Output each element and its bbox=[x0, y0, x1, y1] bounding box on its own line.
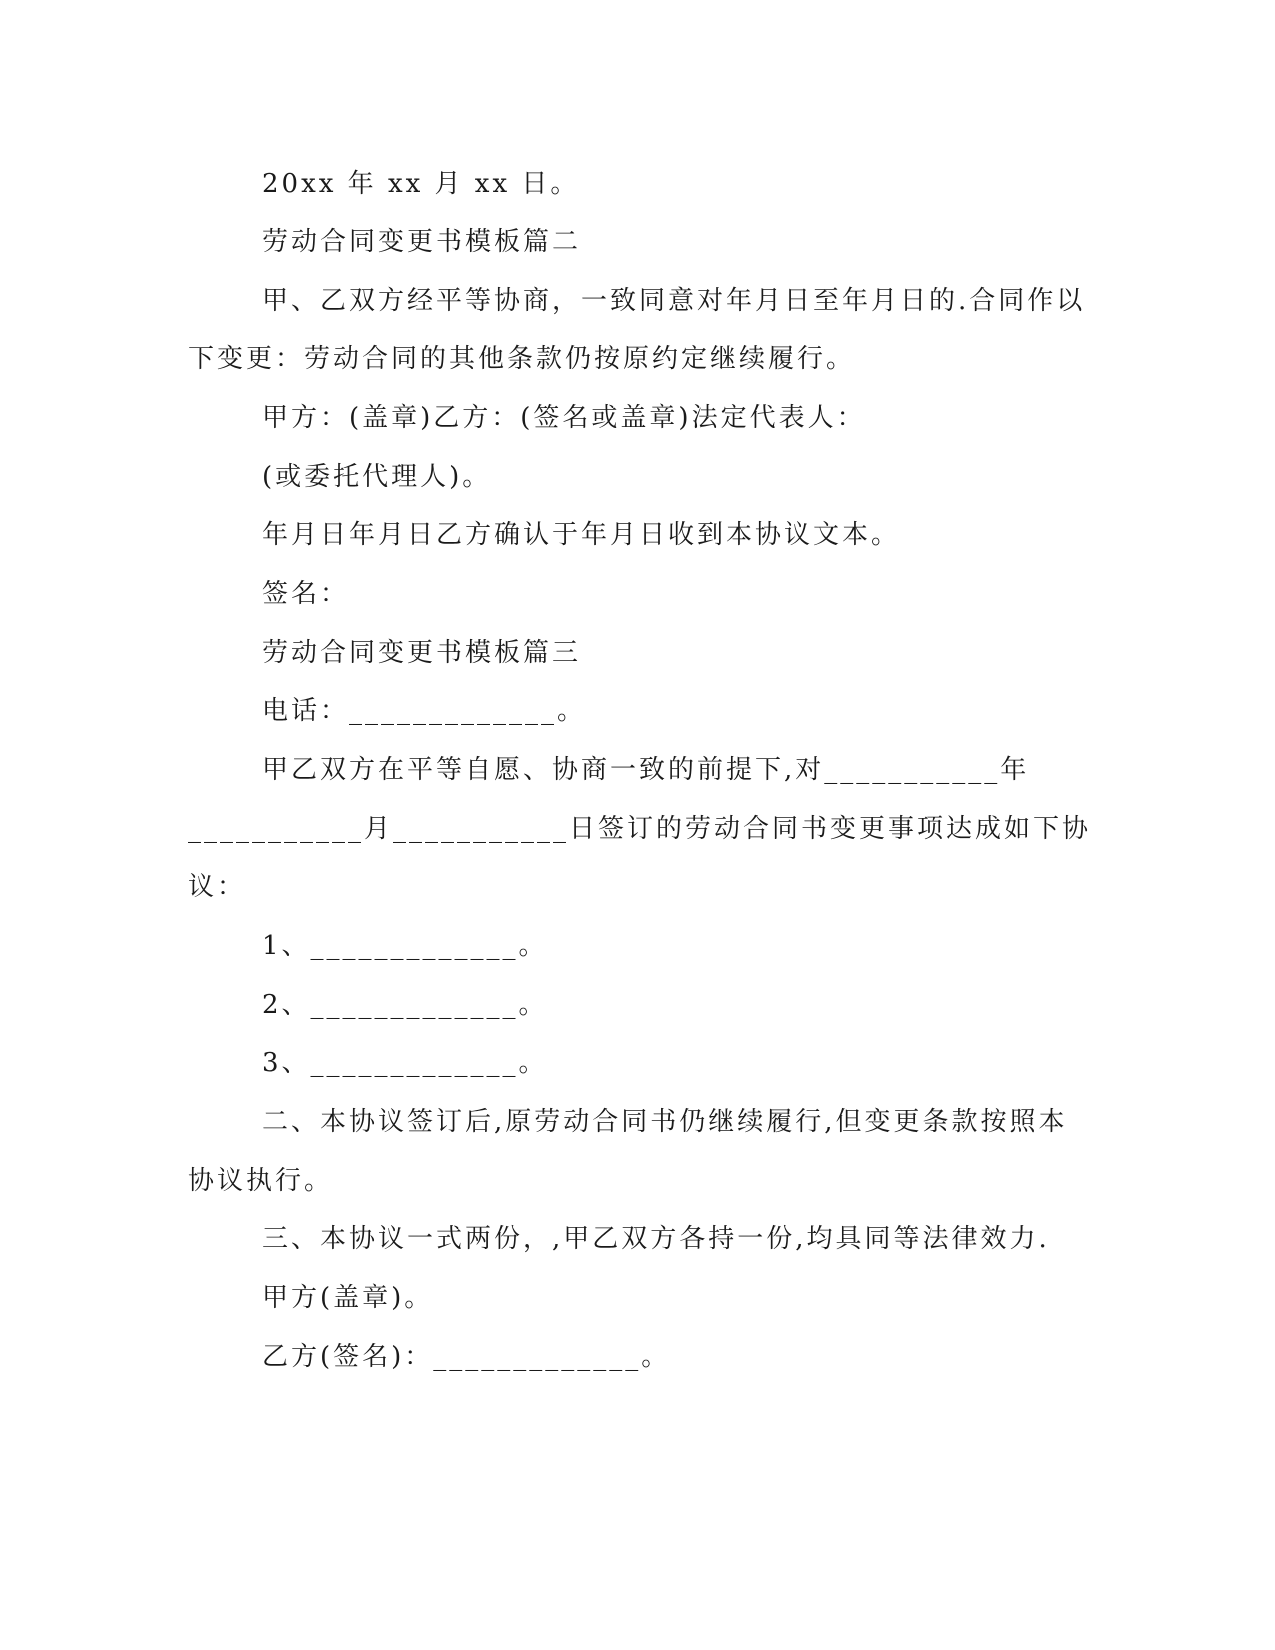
paragraph-line: (或委托代理人)。 bbox=[262, 462, 492, 492]
paragraph-line: 二、本协议签订后,原劳动合同书仍继续履行,但变更条款按照本 bbox=[262, 1107, 1068, 1137]
section-title-2: 劳动合同变更书模板篇二 bbox=[262, 227, 582, 257]
paragraph-line: 甲方：(盖章)乙方：(签名或盖章)法定代表人： bbox=[262, 403, 866, 433]
paragraph-line: 年月日年月日乙方确认于年月日收到本协议文本。 bbox=[262, 520, 901, 550]
paragraph-line: ___________月___________日签订的劳动合同书变更事项达成如下协 bbox=[188, 814, 1092, 844]
list-item: 3、_____________。 bbox=[262, 1048, 548, 1078]
paragraph-line: 协议执行。 bbox=[188, 1166, 334, 1196]
date-line: 20xx 年 xx 月 xx 日。 bbox=[262, 169, 580, 199]
list-item: 2、_____________。 bbox=[262, 990, 548, 1020]
paragraph-line: 下变更：劳动合同的其他条款仍按原约定继续履行。 bbox=[188, 344, 856, 374]
paragraph-line: 甲乙双方在平等自愿、协商一致的前提下,对___________年 bbox=[262, 755, 1030, 785]
paragraph-line: 三、本协议一式两份，,甲乙双方各持一份,均具同等法律效力. bbox=[262, 1224, 1050, 1254]
phone-line: 电话：_____________。 bbox=[262, 696, 587, 726]
paragraph-line: 议： bbox=[188, 872, 247, 902]
section-title-3: 劳动合同变更书模板篇三 bbox=[262, 638, 582, 668]
party-a-seal-line: 甲方(盖章)。 bbox=[262, 1283, 434, 1313]
party-b-signature-line: 乙方(签名)：_____________。 bbox=[262, 1342, 671, 1372]
list-item: 1、_____________。 bbox=[262, 931, 548, 961]
signature-line: 签名： bbox=[262, 579, 350, 609]
paragraph-line: 甲、乙双方经平等协商，一致同意对年月日至年月日的.合同作以 bbox=[262, 286, 1086, 316]
